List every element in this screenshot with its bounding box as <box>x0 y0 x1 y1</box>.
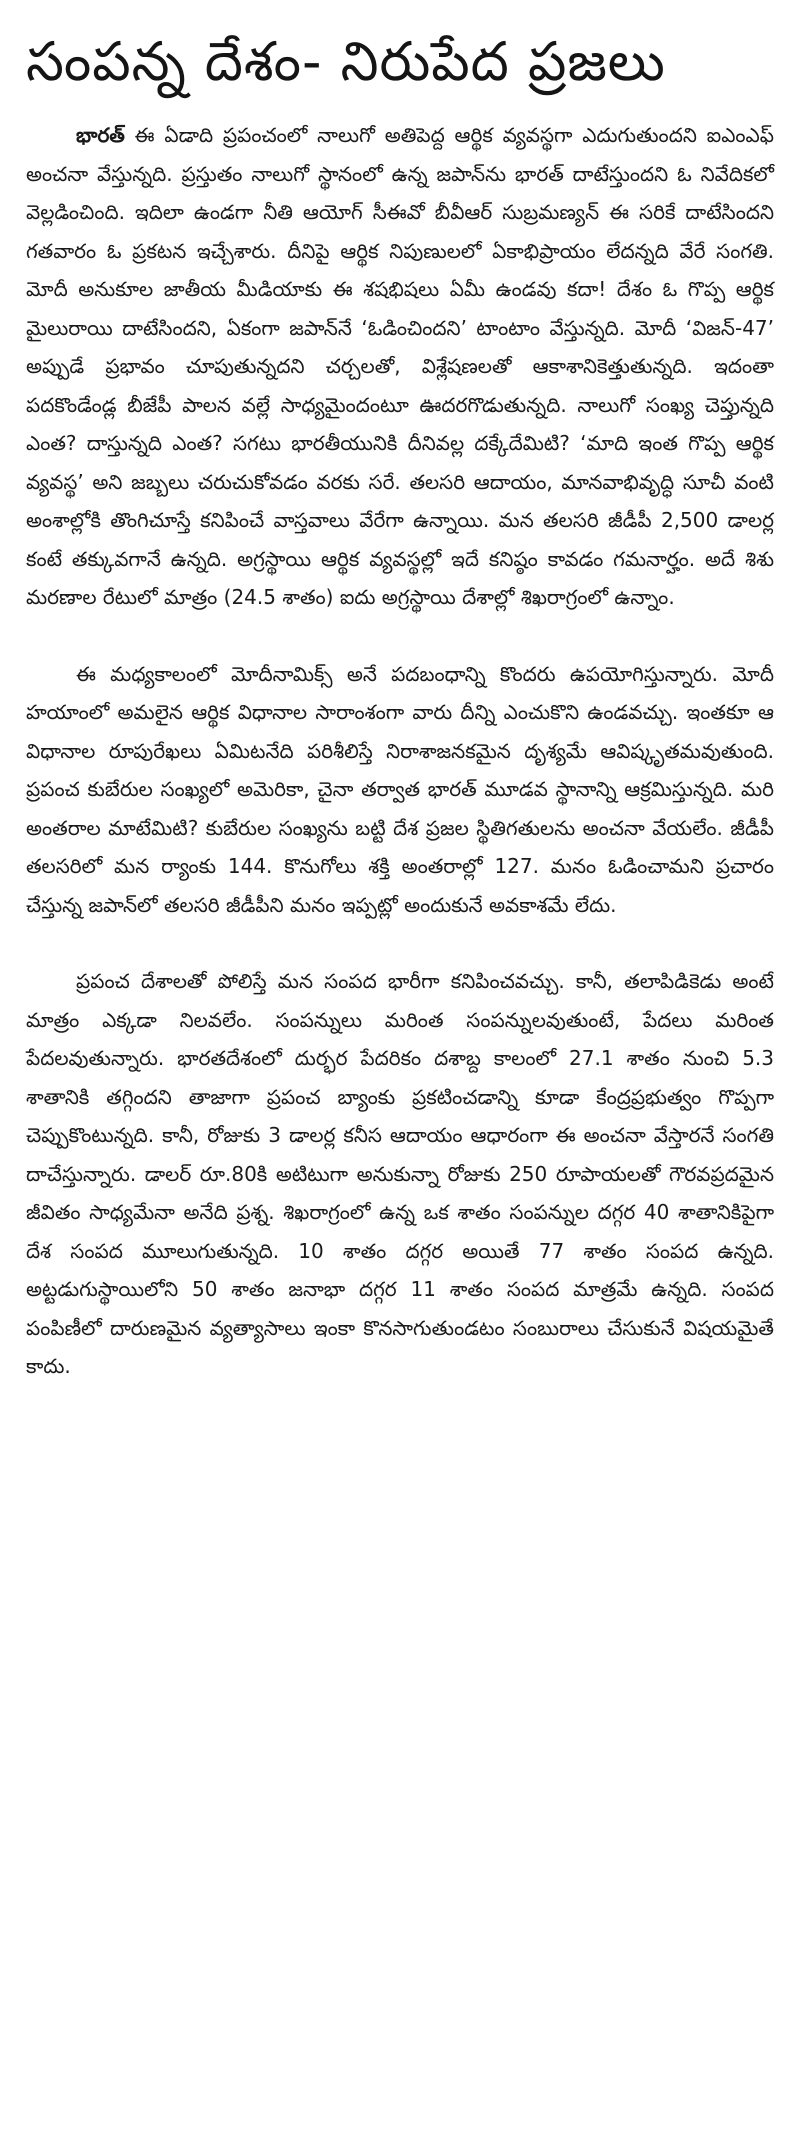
article-body <box>26 116 774 1386</box>
paragraph-2 <box>26 655 774 925</box>
headline: సంపన్న దేశం- నిరుపేద ప్రజలు <box>26 30 666 93</box>
lead-word: భారత్ <box>76 123 125 147</box>
paragraph-1 <box>26 116 774 617</box>
paragraph-2-text: ఈ మధ్యకాలంలో మోదీనామిక్స్ అనే పదబంధాన్ని కొందరు ఉపయోగిస్తున్నారు. మోదీ హయాంలో అమలైన ఆర్థిక విధానాల సారాంశంగా వారు దీన్ని ఎంచుకొని ఉండవచ్చు. ఇంతకూ ఆ విధానాల రూపురేఖలు ఏమిటనేది పరిశీలిస్తే నిరాశాజనకమైన దృశ్యమే ఆవిష్కృతమవుతుంది. ప్రపంచ కుబేరుల సంఖ్యలో అమెరికా, చైనా తర్వాత భారత్ మూడవ స్థానాన్ని ఆక్రమిస్తున్నది. మరి అంతరాల మాటేమిటి? కుబేరుల సంఖ్యను బట్టి దేశ ప్రజల స్థితిగతులను అంచనా వేయలేం. జీడీపీ తలసరిలో మన ర్యాంకు 144. కొనుగోలు శక్తి అంతరాల్లో 127. మనం ఓడించామని ప్రచారం చేస్తున్న జపాన్‌లో తలసరి జీడీపీని మనం ఇప్పట్లో అందుకునే అవకాశమే లేదు. <box>26 661 774 917</box>
paragraph-3 <box>26 962 774 1386</box>
paragraph-1-text: ఈ ఏడాది ప్రపంచంలో నాలుగో అతిపెద్ద ఆర్థిక వ్యవస్థగా ఎదుగుతుందని ఐఎంఎఫ్ అంచనా వేస్తున్నది. ప్రస్తుతం నాలుగో స్థానంలో ఉన్న జపాన్‌ను భారత్ దాటేస్తుందని ఓ నివేదికలో వెల్లడించింది. ఇదిలా ఉండగా నీతి ఆయోగ్ సీఈవో బీవీఆర్ సుబ్రమణ్యన్ ఈ సరికే దాటేసిందని గతవారం ఓ ప్రకటన ఇచ్చేశారు. దీనిపై ఆర్థిక నిపుణులలో ఏకాభిప్రాయం లేదన్నది వేరే సంగతి. మోదీ అనుకూల జాతీయ మీడియాకు ఈ శషభిషలు ఏమీ ఉండవు కదా! దేశం ఓ గొప్ప ఆర్థిక మైలురాయి దాటేసిందని, ఏకంగా జపాన్‌నే ‘ఓడించిందని’ టాంటాం వేస్తున్నది. మోదీ ‘విజన్-47’ అప్పుడే ప్రభావం చూపుతున్నదని చర్చలతో, విశ్లేషణలతో ఆకాశానికెత్తుతున్నది. ఇదంతా పదకొండేండ్ల బీజేపీ పాలన వల్లే సాధ్యమైందంటూ ఊదరగొడుతున్నది. నాలుగో సంఖ్య చెప్తున్నది ఎంత? దాస్తున్నది ఎంత? సగటు భారతీయునికి దీనివల్ల దక్కేదేమిటి? ‘మాది ఇంత గొప్ప ఆర్థిక వ్యవస్థ’ అని జబ్బలు చరుచుకోవడం వరకు సరే. తలసరి ఆదాయం, మానవాభివృద్ధి సూచీ వంటి అంశాల్లోకి తొంగిచూస్తే కనిపించే వాస్తవాలు వేరేగా ఉన్నాయి. మన తలసరి జీడీపీ 2,500 డాలర్ల కంటే తక్కువగానే ఉన్నది. అగ్రస్థాయి ఆర్థిక వ్యవస్థల్లో ఇదే కనిష్ఠం కావడం గమనార్హం. అదే శిశు మరణాల రేటులో మాత్రం (24.5 శాతం) ఐదు అగ్రస్థాయి దేశాల్లో శిఖరాగ్రంలో ఉన్నాం. <box>26 123 774 609</box>
paragraph-3-text: ప్రపంచ దేశాలతో పోలిస్తే మన సంపద భారీగా కనిపించవచ్చు. కానీ, తలాపిడికెడు అంటే మాత్రం ఎక్కడా నిలవలేం. సంపన్నులు మరింత సంపన్నులవుతుంటే, పేదలు మరింత పేదలవుతున్నారు. భారతదేశంలో దుర్భర పేదరికం దశాబ్ద కాలంలో 27.1 శాతం నుంచి 5.3 శాతానికి తగ్గిందని తాజాగా ప్రపంచ బ్యాంకు ప్రకటించడాన్ని కూడా కేంద్రప్రభుత్వం గొప్పగా చెప్పుకొంటున్నది. కానీ, రోజుకు 3 డాలర్ల కనీస ఆదాయం ఆధారంగా ఈ అంచనా వేస్తారనే సంగతి దాచేస్తున్నారు. డాలర్ రూ.80కి అటిటుగా అనుకున్నా రోజుకు 250 రూపాయలతో గౌరవప్రదమైన జీవితం సాధ్యమేనా అనేది ప్రశ్న. శిఖరాగ్రంలో ఉన్న ఒక శాతం సంపన్నుల దగ్గర 40 శాతానికిపైగా దేశ సంపద మూలుగుతున్నది. 10 శాతం దగ్గర అయితే 77 శాతం సంపద ఉన్నది. అట్టడుగుస్థాయిలోని 50 శాతం జనాభా దగ్గర 11 శాతం సంపద మాత్రమే ఉన్నది. సంపద పంపిణీలో దారుణమైన వ్యత్యాసాలు ఇంకా కొనసాగుతుండటం సంబురాలు చేసుకునే విషయమైతే కాదు. <box>26 969 774 1378</box>
